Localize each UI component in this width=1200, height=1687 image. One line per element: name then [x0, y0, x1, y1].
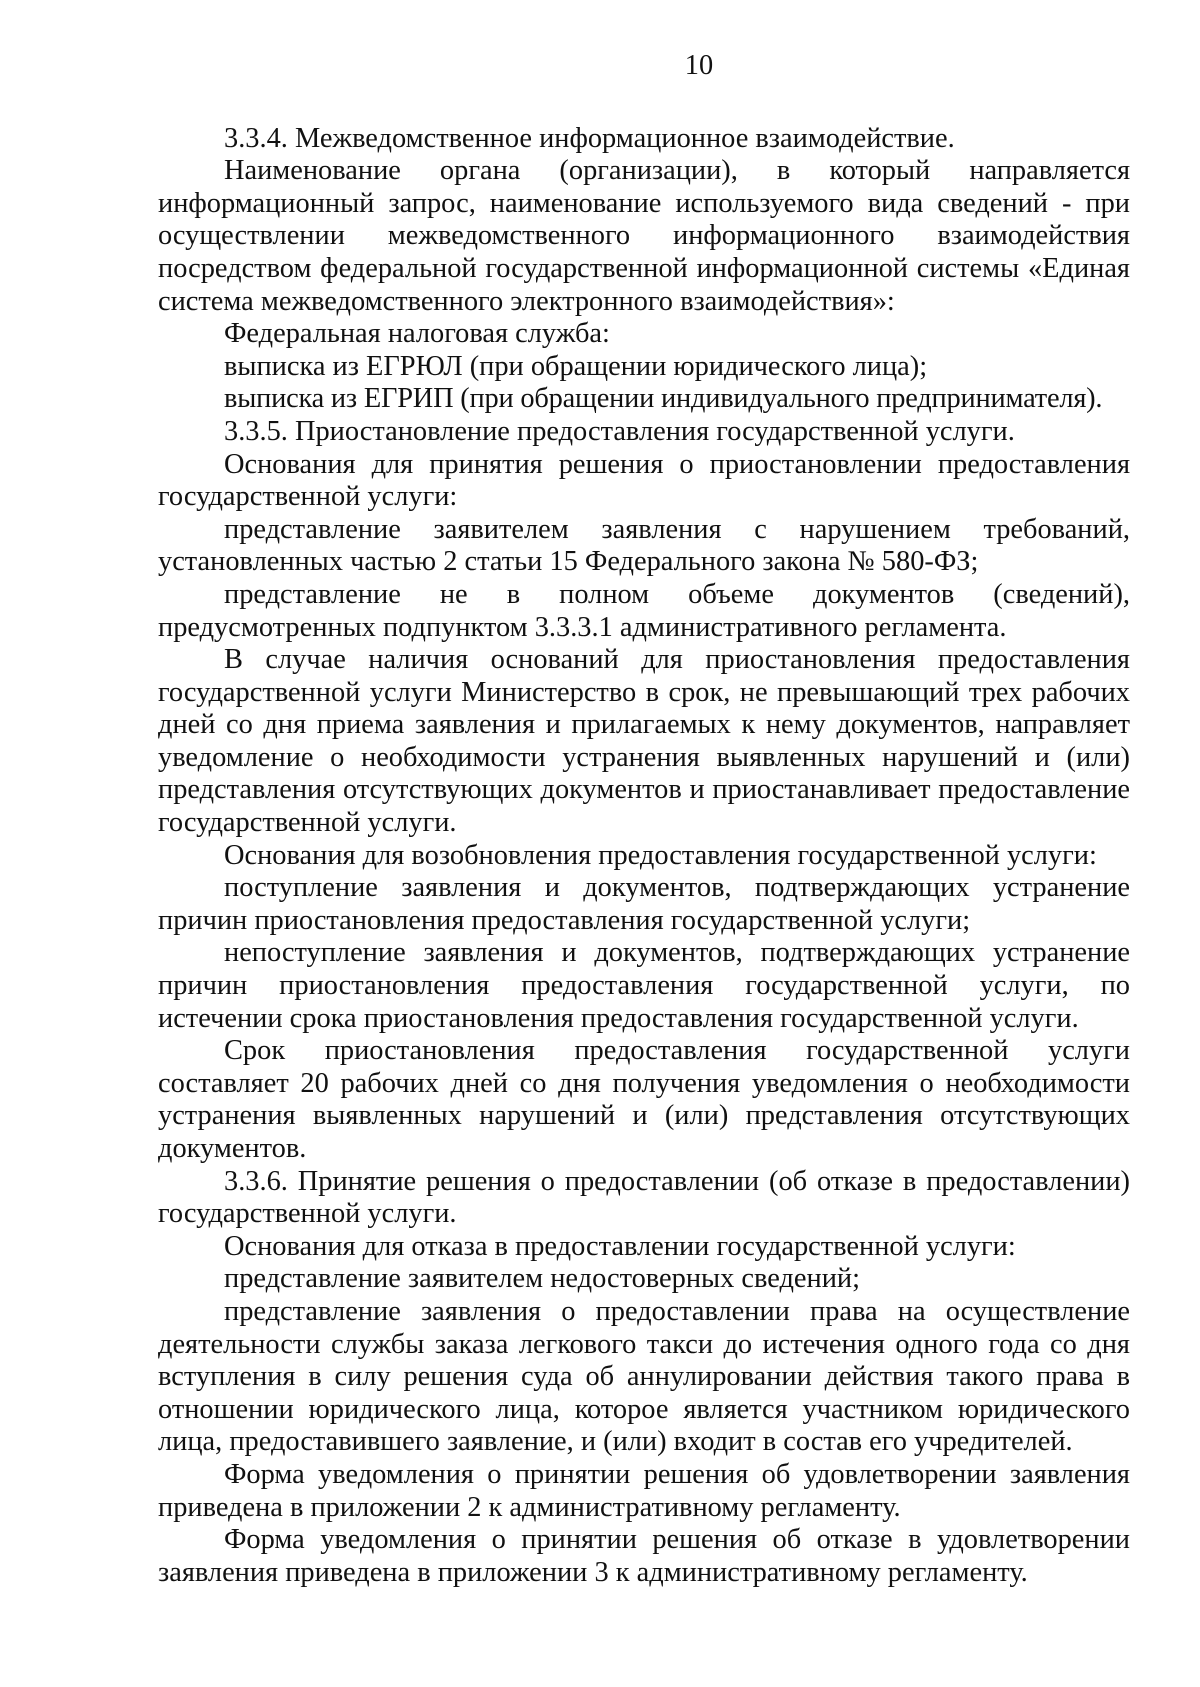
- paragraph: Форма уведомления о принятии решения об отказе в удовлетворении заявления приведена в приложении 3 к административному регламенту.: [158, 1524, 1130, 1588]
- paragraph: Основания для возобновления предоставления государственной услуги:: [224, 839, 1097, 871]
- paragraph: Срок приостановления предоставления государственной услуги составляет 20 рабочих дней со дня получения уведомления о необходимости устранения выявленных нарушений и (или) представления отсутствующих документов.: [158, 1035, 1130, 1164]
- paragraph: Основания для отказа в предоставлении государственной услуги:: [224, 1230, 1016, 1262]
- paragraph: Форма уведомления о принятии решения об удовлетворении заявления приведена в приложении 2 к административному регламенту.: [158, 1458, 1130, 1523]
- list-item: выписка из ЕГРЮЛ (при обращении юридического лица);: [224, 350, 928, 382]
- section-heading-3-3-6: 3.3.6. Принятие решения о предоставлении (об отказе в предоставлении) государственной услуги.: [158, 1165, 1130, 1230]
- paragraph: Основания для принятия решения о приостановлении предоставления государственной услуги:: [158, 448, 1130, 513]
- section-heading-3-3-4: 3.3.4. Межведомственное информационное взаимодействие.: [224, 122, 955, 154]
- list-item: представление заявления о предоставлении права на осуществление деятельности службы заказа легкового такси до истечения одного года со дня вступления в силу решения суда об аннулировании действия такого права в отношении юридического лица, которое является участником юридического лица, предоставившего заявление, и (или) входит в состав его учредителей.: [158, 1295, 1130, 1458]
- paragraph: Федеральная налоговая служба:: [224, 318, 610, 350]
- list-item: выписка из ЕГРИП (при обращении индивидуального предпринимателя).: [224, 383, 1103, 415]
- list-item: представление не в полном объеме документов (сведений), предусмотренных подпунктом 3.3.3.1 административного регламента.: [158, 578, 1130, 643]
- list-item: представление заявителем заявления с нарушением требований, установленных частью 2 статьи 15 Федерального закона № 580-ФЗ;: [158, 513, 1130, 578]
- paragraph: В случае наличия оснований для приостановления предоставления государственной услуги Министерство в срок, не превышающий трех рабочих дней со дня приема заявления и прилагаемых к нему документов, направляет уведомление о необходимости устранения выявленных нарушений и (или) представления отсутствующих документов и приостанавливает предоставление государственной услуги.: [158, 644, 1130, 839]
- list-item: поступление заявления и документов, подтверждающих устранение причин приостановления предоставления государственной услуги;: [158, 872, 1130, 936]
- paragraph: Наименование органа (организации), в который направляется информационный запрос, наименование используемого вида сведений - при осуществлении межведомственного информационного взаимодействия посредством федеральной государственной информационной системы «Единая система межведомственного электронного взаимодействия»:: [158, 155, 1130, 317]
- section-heading-3-3-5: 3.3.5. Приостановление предоставления государственной услуги.: [224, 415, 1015, 447]
- list-item: непоступление заявления и документов, подтверждающих устранение причин приостановления предоставления государственной услуги, по истечении срока приостановления предоставления государственной услуги.: [158, 937, 1130, 1034]
- page-number: 10: [684, 50, 714, 81]
- list-item: представление заявителем недостоверных сведений;: [224, 1263, 860, 1295]
